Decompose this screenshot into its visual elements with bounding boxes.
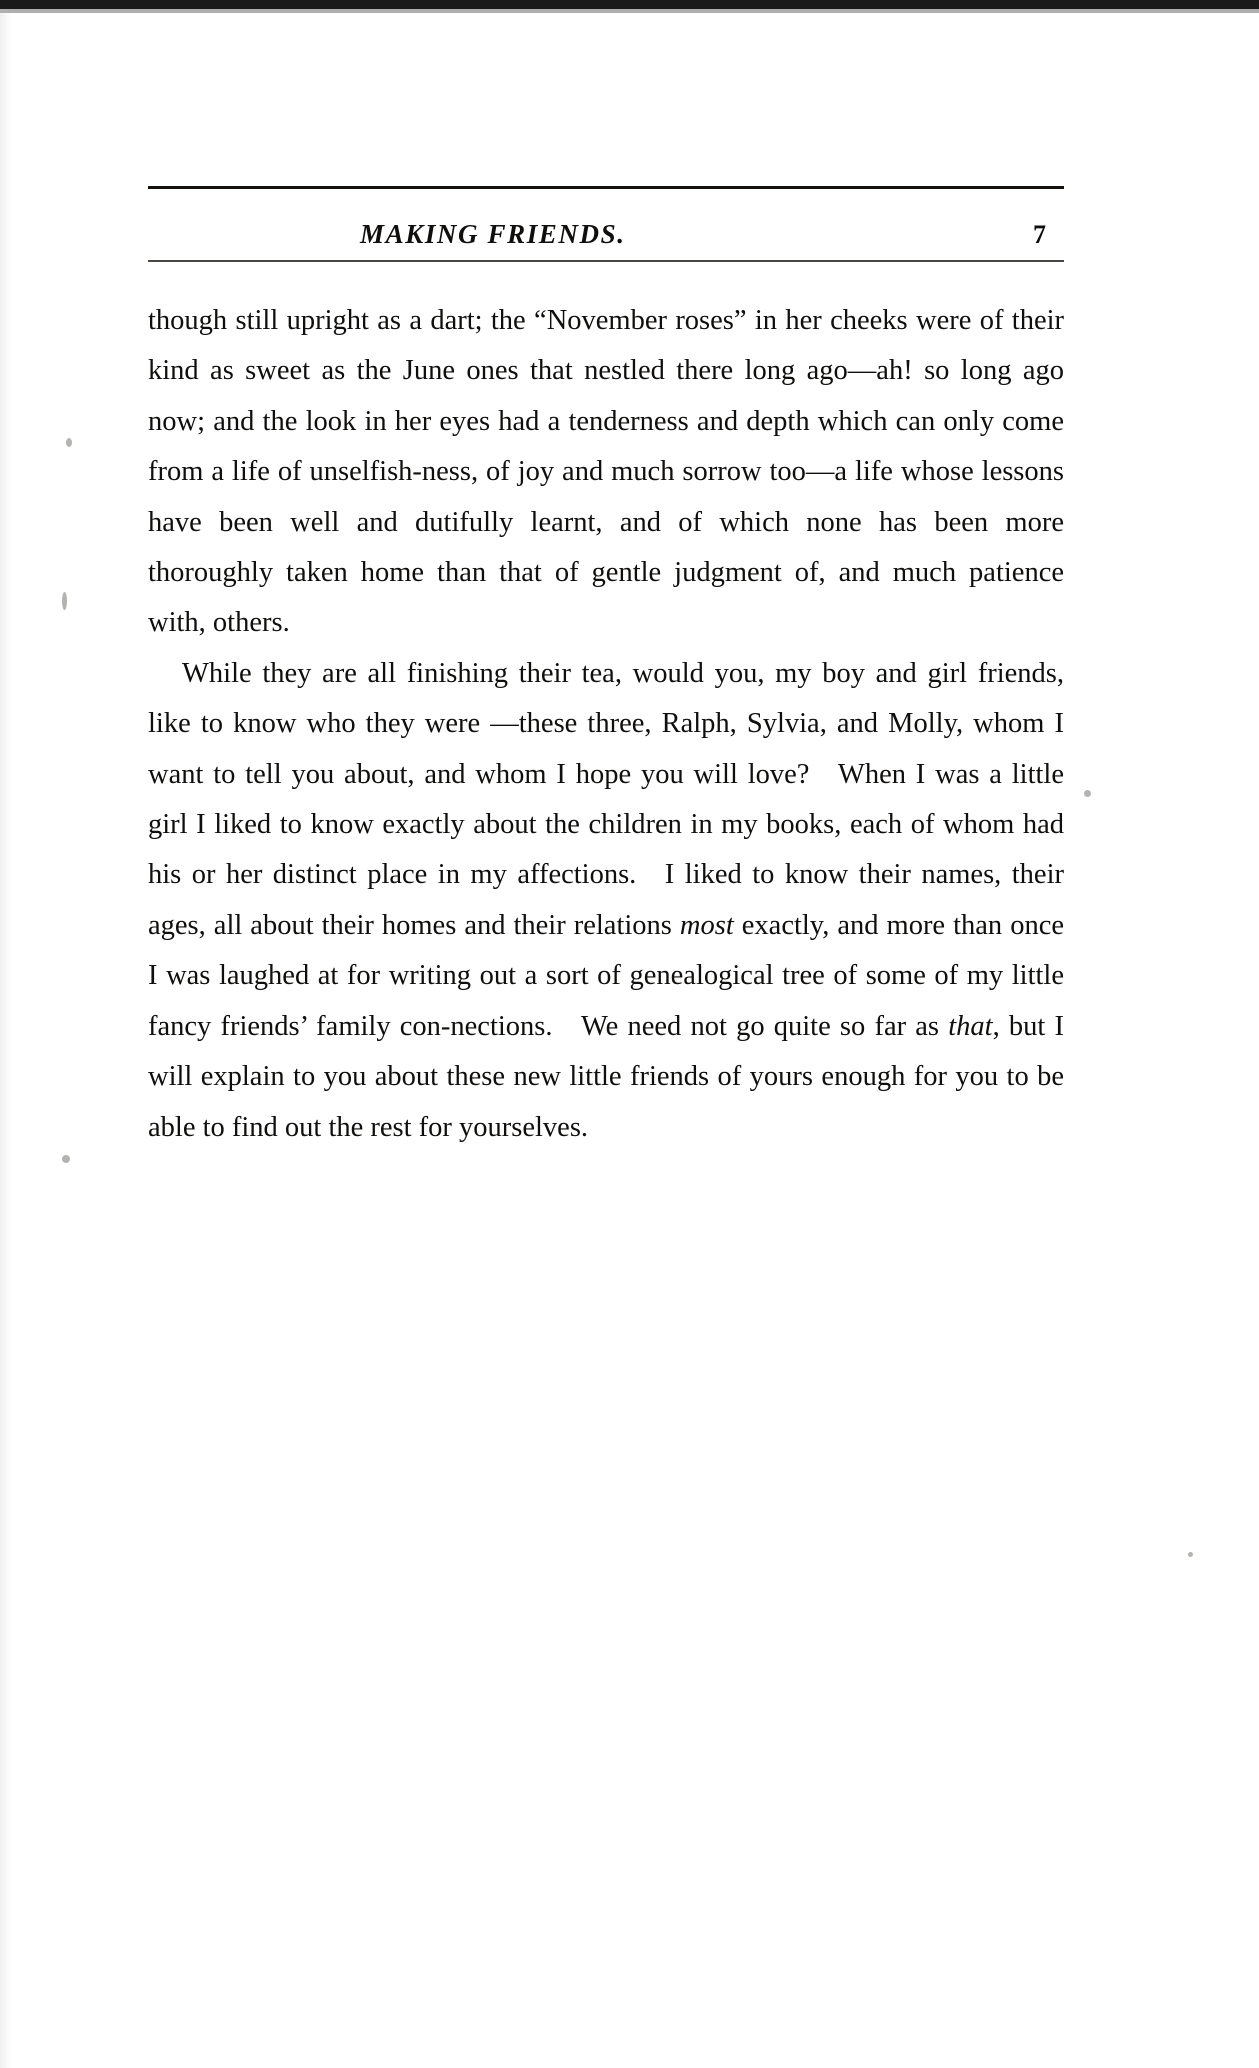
page-content bbox=[148, 186, 1078, 1153]
body-text bbox=[148, 296, 1064, 1153]
scan-speck bbox=[1084, 790, 1091, 797]
page-number: 7 bbox=[1033, 220, 1046, 249]
running-head-title: MAKING FRIENDS. bbox=[360, 219, 626, 249]
scan-speck bbox=[66, 438, 72, 447]
paragraph: though still upright as a dart; the “November roses” in her cheeks were of their kind as sweet as the June ones that nestled there long ago—ah! so long ago now; and the look in her eyes had a tenderness and depth which can only come from a life of unselfish-ness, of joy and much sorrow too—a life whose lessons have been well and dutifully learnt, and of which none has been more thoroughly taken home than that of gentle judgment of, and much patience with, others. bbox=[148, 305, 1064, 639]
running-head-row bbox=[148, 189, 1064, 260]
header-rule-bottom bbox=[148, 260, 1064, 262]
scan-speck bbox=[62, 592, 67, 610]
scan-speck bbox=[1188, 1552, 1193, 1557]
paragraph: While they are all finishing their tea, would you, my boy and girl friends, like to know who they were —these three, Ralph, Sylvia, and Molly, whom I want to tell you about, and whom I hope you will love? When I was a little girl I liked to know exactly about the children in my books, each of whom had his or her distinct place in my affections. I liked to know their names, their ages, all about their homes and their relations most exactly, and more than once I was laughed at for writing out a sort of genealogical tree of some of my little fancy friends’ family con-nections. We need not go quite so far as that, but I will explain to you about these new little friends of yours enough for you to be able to find out the rest for yourselves. bbox=[148, 657, 1064, 1143]
scan-speck bbox=[62, 1155, 70, 1163]
